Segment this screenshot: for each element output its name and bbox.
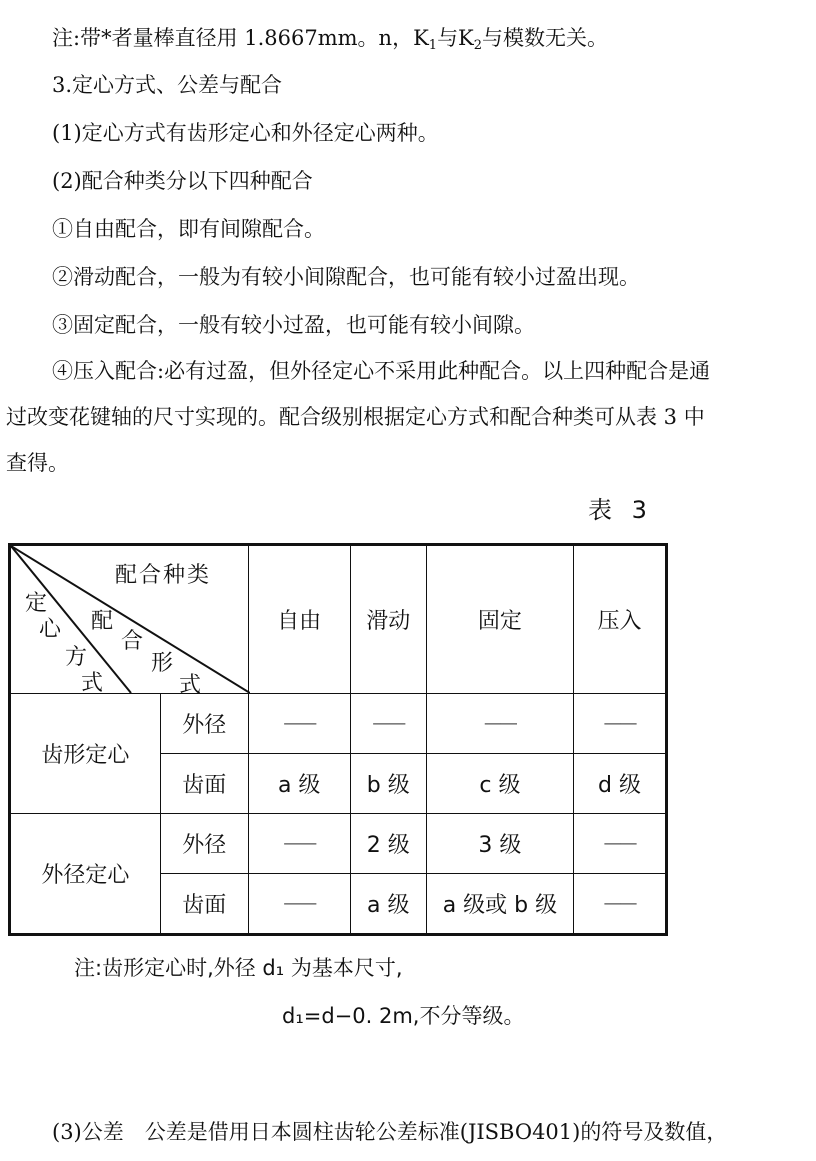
table-note-line-2: d₁=d−0. 2m,不分等级。 <box>282 1004 525 1028</box>
row-form: 齿面 <box>160 754 248 814</box>
paragraph-fit-types: (2)配合种类分以下四种配合 <box>52 169 313 193</box>
col-header-free: 自由 <box>248 545 350 694</box>
row-form: 齿面 <box>160 874 248 935</box>
table-cell: a 级 <box>350 874 426 935</box>
header-centering-1: 定 <box>25 591 48 616</box>
table-row <box>10 814 667 874</box>
header-centering-2: 心 <box>39 617 62 642</box>
table-cell: d 级 <box>573 754 666 814</box>
table-cell: —— <box>426 694 573 754</box>
press-fit-line-1: ④压入配合:必有过盈，但外径定心不采用此种配合。以上四种配合是通 <box>52 359 711 383</box>
header-form-4: 式 <box>179 673 202 698</box>
paragraph-free-fit: ①自由配合，即有间隙配合。 <box>52 217 325 241</box>
paragraph-tolerance: (3)公差 公差是借用日本圆柱齿轮公差标准(JISBO401)的符号及数值， <box>52 1120 728 1144</box>
table-row <box>10 694 667 754</box>
table-cell: b 级 <box>350 754 426 814</box>
row-form: 外径 <box>160 694 248 754</box>
table-cell: c 级 <box>426 754 573 814</box>
table-cell: —— <box>573 814 666 874</box>
header-centering-4: 式 <box>81 671 104 696</box>
table-cell: 2 级 <box>350 814 426 874</box>
table-cell: 3 级 <box>426 814 573 874</box>
paragraph-sliding-fit: ②滑动配合，一般为有较小间隙配合，也可能有较小过盈出现。 <box>52 265 640 289</box>
col-header-fixed: 固定 <box>426 545 573 694</box>
table-cell: —— <box>573 694 666 754</box>
paragraph-press-fit <box>0 348 816 486</box>
table-cell: —— <box>573 874 666 935</box>
header-form-2: 合 <box>121 629 144 654</box>
note-text-b: 与K <box>437 26 474 50</box>
header-fit-type: 配合种类 <box>115 563 212 588</box>
section-heading: 3.定心方式、公差与配合 <box>52 73 283 97</box>
diagonal-header-cell <box>10 545 249 698</box>
table-cell: a 级或 b 级 <box>426 874 573 935</box>
table-cell: —— <box>350 694 426 754</box>
note-text-c: 与模数无关。 <box>482 26 609 50</box>
table-cell: a 级 <box>248 754 350 814</box>
paragraph-centering: (1)定心方式有齿形定心和外径定心两种。 <box>52 121 439 145</box>
row-form: 外径 <box>160 814 248 874</box>
header-form-3: 形 <box>151 651 174 676</box>
note-text-a: 注:带*者量棒直径用 1.8667mm。n，K <box>52 26 429 50</box>
col-header-sliding: 滑动 <box>350 545 426 694</box>
subscript-2: 2 <box>473 38 483 53</box>
table-header-row <box>10 545 667 694</box>
fit-table <box>8 543 668 936</box>
table-cell: —— <box>248 814 350 874</box>
paragraph-fixed-fit: ③固定配合，一般有较小过盈，也可能有较小间隙。 <box>52 313 535 337</box>
table-cell: —— <box>248 694 350 754</box>
press-fit-line-2: 过改变花键轴的尺寸实现的。配合级别根据定心方式和配合种类可从表 3 中 <box>6 405 705 429</box>
press-fit-line-3: 查得。 <box>6 451 69 475</box>
group-outer-diameter-centering: 外径定心 <box>10 814 161 935</box>
subscript-1: 1 <box>428 38 438 53</box>
col-header-press: 压入 <box>573 545 666 694</box>
header-form-1: 配 <box>91 609 114 634</box>
group-tooth-centering: 齿形定心 <box>10 694 161 814</box>
header-centering-3: 方 <box>65 645 88 670</box>
table-note-line-1: 注:齿形定心时,外径 d₁ 为基本尺寸, <box>74 956 403 980</box>
table-caption: 表 3 <box>588 496 653 524</box>
table-cell: —— <box>248 874 350 935</box>
